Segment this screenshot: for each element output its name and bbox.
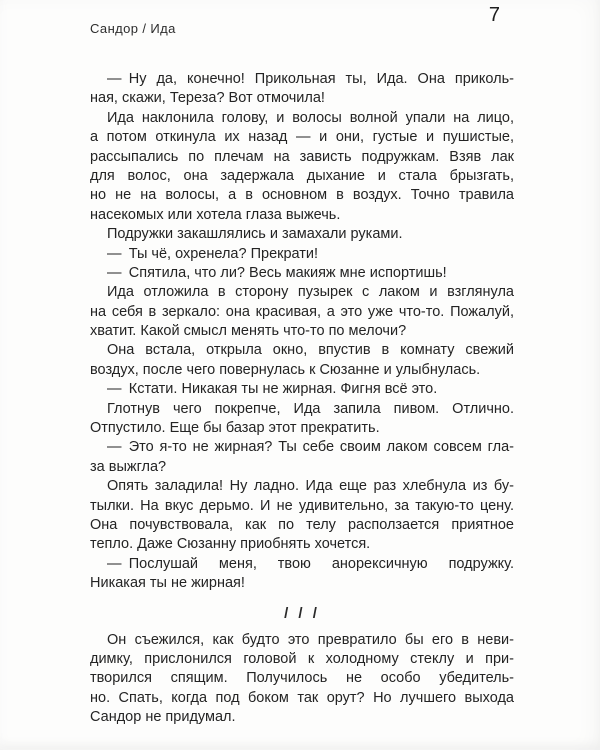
text-line: Подружки закашлялись и замахали руками. [107, 226, 403, 243]
page-header [90, 0, 514, 60]
text-block-after-break [90, 631, 514, 728]
text-line: Она почувствовала, как по телу расползается приятное [90, 516, 514, 533]
text-line: — Кстати. Никакая ты не жирная. Фигня всё это. [107, 381, 438, 398]
text-line: рассыпались по плечам на зависть подружкам. Взяв лак [90, 148, 514, 165]
paragraph [90, 631, 514, 728]
page-body [90, 70, 514, 728]
text-line: Ида отложила в сторону пузырек с лаком и взглянула [107, 284, 514, 301]
paragraph [90, 438, 514, 477]
text-line: тепло. Даже Сюзанну приобнять хочется. [90, 536, 371, 553]
text-block-before-break [90, 70, 514, 594]
text-line: для волос, она задержала дыхание и стала брызгать, [90, 167, 514, 184]
paragraph [90, 245, 514, 264]
text-line: насекомых или хотела глаза выжечь. [90, 206, 341, 223]
page-number: 7 [488, 4, 500, 26]
text-line: творился спящим. Получилось не особо убедитель- [90, 670, 514, 687]
text-line: Никакая ты не жирная! [90, 575, 245, 592]
text-line: хватит. Какой смысл менять что-то по мелочи? [90, 323, 407, 340]
paragraph [90, 477, 514, 555]
text-line: димку, прислонился головой к холодному стеклу и при- [90, 650, 514, 667]
text-line: воздух, после чего повернулась к Сюзанне и улыбнулась. [90, 361, 481, 378]
text-line: ная, скажи, Тереза? Вот отмочила! [90, 90, 325, 107]
text-line: — Послушай меня, твою анорексичную подружку. [107, 555, 514, 572]
text-line: тылки. На вкус дерьмо. И не удивительно, за такую-то цену. [90, 497, 514, 514]
paragraph [90, 380, 514, 399]
text-line: Глотнув чего покрепче, Ида запила пивом. Отлично. [107, 400, 514, 417]
text-line: Опять заладила! Ну ладно. Ида еще раз хлебнула из бу- [107, 478, 514, 495]
text-line: Ида наклонила голову, и волосы волной упали на лицо, [107, 109, 514, 126]
paragraph [90, 70, 514, 109]
text-line: Сандор не придумал. [90, 709, 236, 726]
text-line: но. Спать, когда под боком так орут? Но лучшего выхода [90, 689, 514, 706]
text-line: Он съежился, как будто это превратило бы его в неви- [107, 631, 514, 648]
paragraph [90, 283, 514, 341]
text-line: — Спятила, что ли? Весь макияж мне испортишь! [107, 264, 447, 281]
running-title: Сандор / Ида [90, 21, 176, 36]
text-line: — Ну да, конечно! Прикольная ты, Ида. Она приколь- [107, 71, 514, 87]
paragraph [90, 400, 514, 439]
paragraph [90, 264, 514, 283]
paragraph [90, 109, 514, 225]
paragraph [90, 225, 514, 244]
text-line: Отпустило. Еще бы базар этот прекратить. [90, 420, 380, 437]
text-line: а потом откинула их назад — и они, густые и пушистые, [90, 129, 514, 146]
text-line: за выжгла? [90, 458, 167, 475]
paragraph [90, 555, 514, 594]
text-line: на себя в зеркало: она красивая, а это уже что-то. Пожалуй, [90, 303, 514, 320]
text-line: — Ты чё, охренела? Прекрати! [107, 245, 319, 262]
text-line: — Это я-то не жирная? Ты себе своим лаком совсем гла- [107, 439, 514, 456]
text-line: Она встала, открыла окно, впустив в комнату свежий [107, 342, 514, 359]
section-break-marker: / / / [284, 604, 320, 622]
paragraph [90, 341, 514, 380]
text-line: но не на волосы, а в основном в воздух. Точно травила [90, 187, 514, 204]
